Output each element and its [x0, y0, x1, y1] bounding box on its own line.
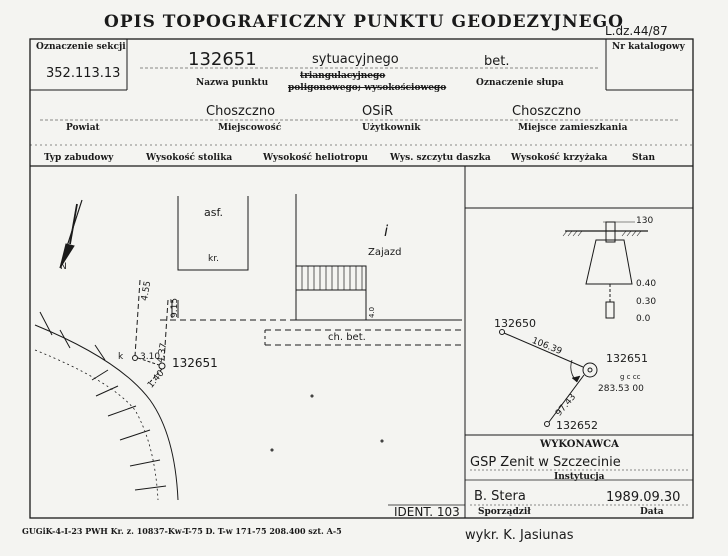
orient-angle: 283.53 00	[598, 384, 644, 394]
orient-angle-units: g c cc	[620, 373, 641, 381]
sketch-k: k	[118, 352, 124, 362]
stolik-label: Wysokość stolika	[146, 153, 233, 163]
sporzadzil-label: Sporządził	[478, 507, 531, 517]
instytucja-label: Instytucja	[554, 472, 605, 482]
data-label: Data	[640, 507, 664, 517]
heliotrop-label: Wysokość heliotropu	[263, 153, 368, 163]
miejscowosc-label: Miejscowość	[218, 123, 282, 133]
uzytkownik-label: Użytkownik	[362, 123, 421, 133]
signer: wykr. K. Jasiunas	[465, 528, 574, 543]
section-v030: 0.30	[636, 297, 657, 307]
typ-zabudowy-label: Typ zabudowy	[44, 153, 114, 163]
section-value: 352.113.13	[46, 66, 121, 81]
struck-triangulation: triangulacyjnego	[300, 71, 386, 81]
orient-d2: 97.43	[554, 392, 579, 419]
orient-p2: 132651	[606, 352, 648, 365]
sketch-asf: asf.	[204, 206, 224, 219]
krzyzak-label: Wysokość krzyżaka	[511, 153, 608, 163]
dist-310: 3.10	[140, 352, 161, 362]
dist-915: 9.15	[170, 297, 180, 318]
section-v00: 0.0	[636, 314, 651, 324]
date-value: 1989.09.30	[606, 490, 681, 505]
orient-p3: 132652	[556, 419, 598, 432]
dist-40: 4.0	[368, 306, 376, 318]
sketch-chbet: ch. bet.	[328, 332, 366, 343]
dist-140: 1.40	[146, 368, 167, 391]
daszek-label: Wys. szczytu daszka	[390, 153, 491, 163]
orient-d1: 106.39	[530, 336, 564, 358]
sketch-i-mark: i	[384, 222, 389, 240]
registry-number: L.dz.44/87	[605, 24, 668, 38]
sketch-kr: kr.	[208, 254, 219, 264]
wykonawca-title: WYKONAWCA	[540, 439, 619, 450]
sketch-zajazd: Zajazd	[368, 247, 402, 258]
catalog-label: Nr katalogowy	[612, 42, 685, 52]
point-name-label: Nazwa punktu	[196, 78, 269, 88]
powiat-label: Powiat	[66, 123, 100, 133]
orient-p1: 132650	[494, 317, 536, 330]
dist-437: 4.37	[156, 342, 170, 364]
wykonawca-company: GSP Zenit w Szczecinie	[470, 455, 621, 470]
point-number: 132651	[188, 49, 257, 70]
print-info: GUGiK-4-I-23 PWH Kr. z. 10837-Kw-T-75 D. T-w 171-75 208.400 szt. A-5	[22, 526, 342, 536]
sketch-point-number: 132651	[172, 356, 218, 370]
ident-number: IDENT. 103	[394, 505, 460, 519]
section-label: Oznaczenie sekcji	[36, 42, 126, 52]
north-icon: N	[60, 262, 67, 272]
point-type: sytuacyjnego	[312, 52, 399, 67]
stan-label: Stan	[632, 153, 656, 163]
location-sketch	[35, 194, 462, 500]
sporzadzil-value: B. Stera	[474, 489, 526, 504]
miejsce-label: Miejsce zamieszkania	[518, 123, 628, 133]
section-v040: 0.40	[636, 279, 657, 289]
section-h130: 130	[636, 216, 654, 226]
dist-455: 4.55	[140, 280, 154, 302]
page-title: OPIS TOPOGRAFICZNY PUNKTU GEODEZYJNEGO	[104, 12, 624, 32]
struck-polygon: poligonowego; wysokościowego	[288, 83, 447, 93]
powiat-value: Choszczno	[206, 104, 276, 119]
miejscowosc-value: OSiR	[362, 104, 394, 119]
post-label: Oznaczenie słupa	[476, 78, 564, 88]
miejsce-value: Choszczno	[512, 104, 582, 119]
post-marking: bet.	[484, 54, 510, 69]
